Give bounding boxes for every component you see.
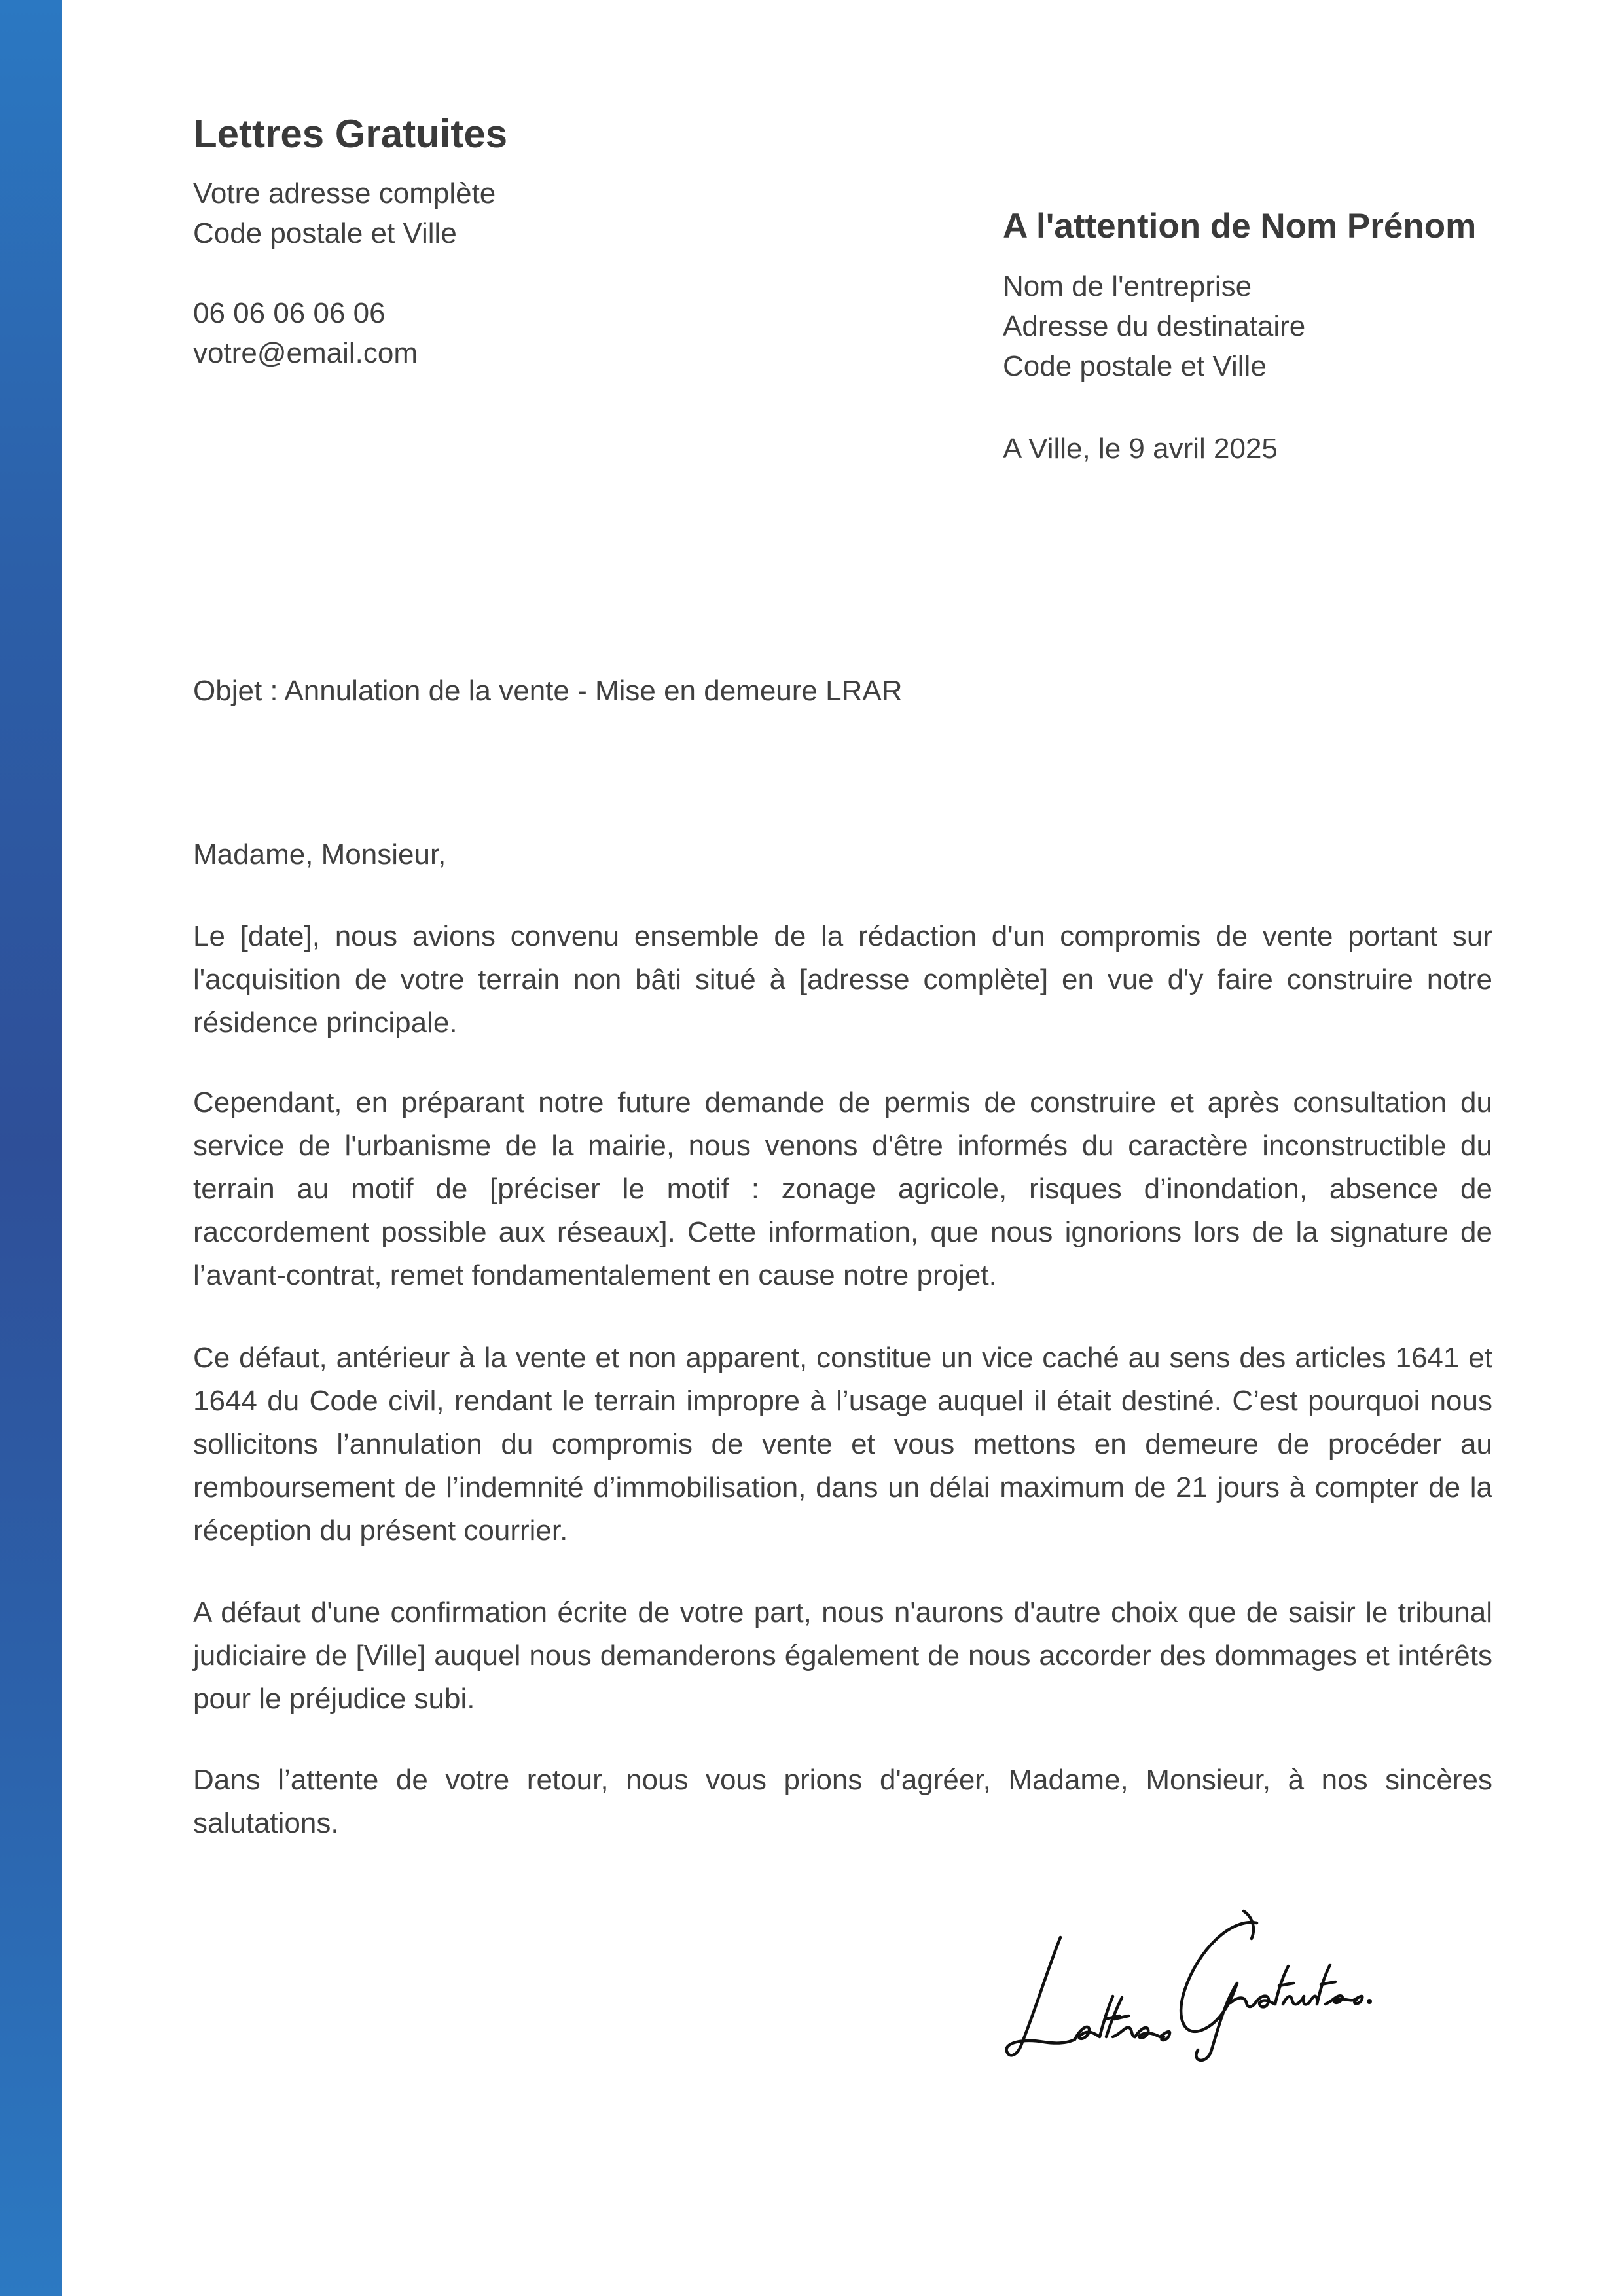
- recipient-street: Adresse du destinataire: [1003, 310, 1306, 342]
- body-paragraph-3: Ce défaut, antérieur à la vente et non apparent, constitue un vice caché au sens des articles 1641 et 1644 du Code civil, rendant le terrain impropre à l’usage auquel il était destiné. C’est pourquoi nous sollicitons l’annulation du compromis de vente et vous mettons en demeure de procéder au remboursement de l’indemnité d’immobilisation, dans un délai maximum de 21 jours à compter de la réception du présent courrier.: [193, 1342, 1492, 1547]
- sender-city-line: Code postale et Ville: [193, 217, 457, 249]
- letter-date: A Ville, le 9 avril 2025: [1003, 433, 1278, 465]
- sender-address: [193, 173, 496, 253]
- sender-email: votre@email.com: [193, 337, 418, 369]
- closing-paragraph: Dans l’attente de votre retour, nous vous prions d'agréer, Madame, Monsieur, à nos sincères salutations.: [193, 1764, 1492, 1839]
- letter-greeting: Madame, Monsieur,: [193, 838, 446, 870]
- sender-contact: [193, 293, 418, 373]
- sender-phone: 06 06 06 06 06: [193, 297, 386, 329]
- recipient-company: Nom de l'entreprise: [1003, 270, 1252, 302]
- sender-name: Lettres Gratuites: [193, 112, 508, 156]
- sender-address-line: Votre adresse complète: [193, 177, 496, 209]
- body-paragraph-1: Le [date], nous avions convenu ensemble de la rédaction d'un compromis de vente portant sur l'acquisition de votre terrain non bâti situé à [adresse complète] en vue d'y faire construire notre résidence principale.: [193, 920, 1492, 1039]
- letter-subject: Objet : Annulation de la vente - Mise en demeure LRAR: [193, 675, 903, 707]
- recipient-city: Code postale et Ville: [1003, 350, 1267, 382]
- body-paragraph-4: A défaut d'une confirmation écrite de votre part, nous n'aurons d'autre choix que de saisir le tribunal judiciaire de [Ville] auquel nous demanderons également de nous accorder des dommages et intérêts pour le préjudice subi.: [193, 1596, 1492, 1715]
- recipient-title: A l'attention de Nom Prénom: [1003, 207, 1477, 245]
- body-paragraph-2: Cependant, en préparant notre future demande de permis de construire et après consultation du service de l'urbanisme de la mairie, nous venons d'être informés du caractère inconstructible du terrain au motif de [préciser le motif : zonage agricole, risques d’inondation, absence de raccordement possible aux réseaux]. Cette information, que nous ignorions lors de la signature de l’avant-contrat, remet fondamentalement en cause notre projet.: [193, 1086, 1492, 1291]
- recipient-address: [1003, 266, 1305, 386]
- side-accent-bar: [0, 0, 62, 2296]
- handwritten-signature: [995, 1898, 1375, 2068]
